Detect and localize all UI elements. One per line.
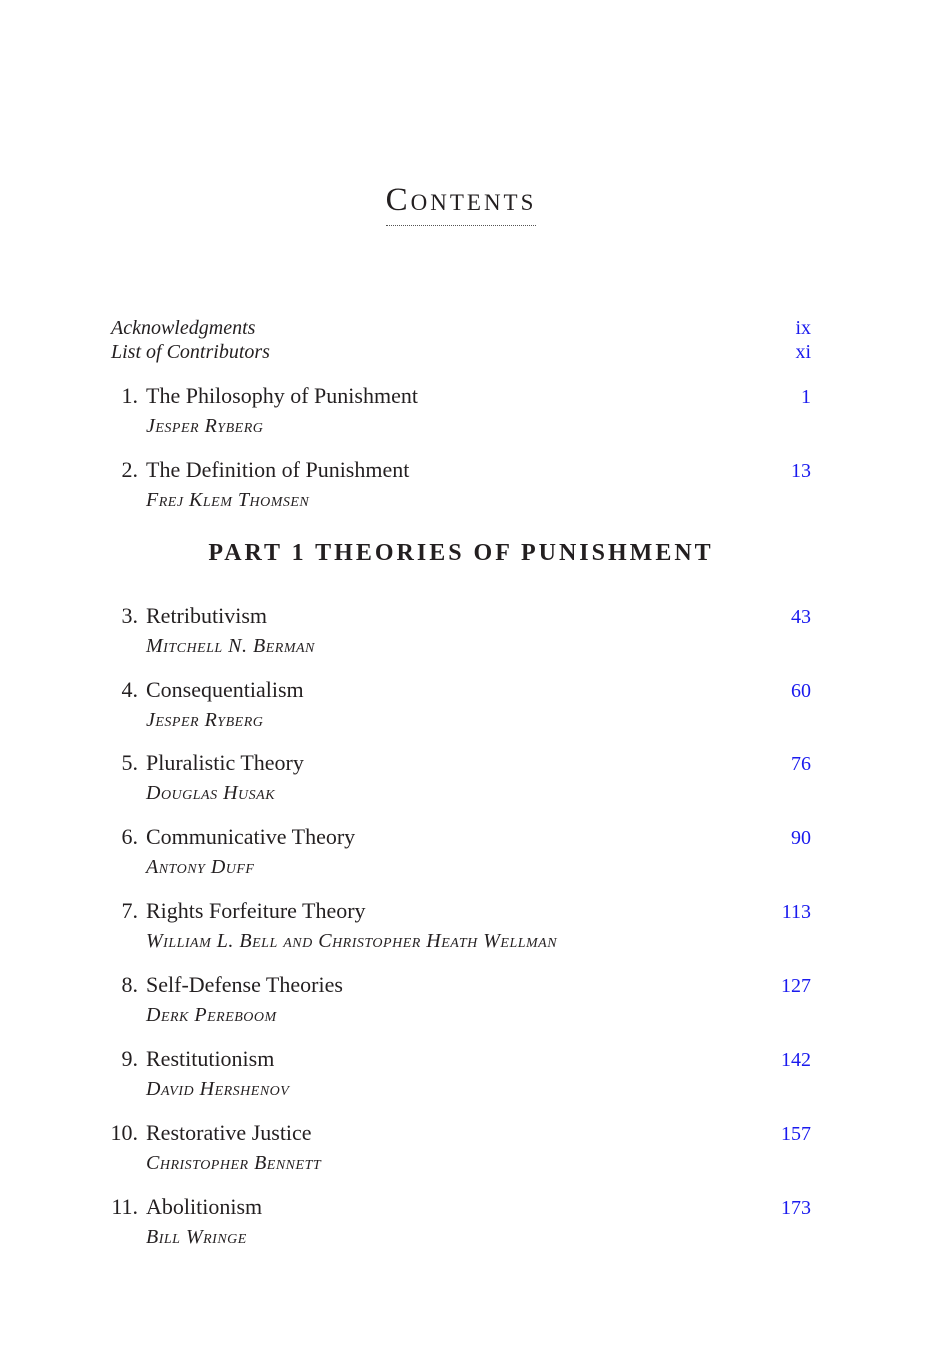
page-title: Contents — [386, 182, 537, 226]
toc-entry[interactable] — [108, 456, 811, 513]
chapter-author: Derk Pereboom — [146, 1004, 277, 1026]
chapter-number: 5. — [121, 750, 138, 775]
toc-entry[interactable] — [108, 749, 811, 806]
part-heading: PART 1 THEORIES OF PUNISHMENT — [208, 540, 714, 566]
chapter-number: 1. — [121, 383, 138, 408]
toc-entry[interactable] — [108, 676, 811, 733]
chapter-author: Douglas Husak — [146, 782, 276, 804]
chapter-number: 7. — [121, 898, 138, 923]
page-link[interactable]: xi — [795, 341, 811, 363]
page-link[interactable]: 113 — [781, 901, 811, 923]
chapter-number: 3. — [121, 603, 138, 628]
page-link[interactable]: 76 — [791, 753, 811, 775]
front-matter — [111, 316, 811, 364]
chapter-title: Retributivism — [146, 603, 267, 628]
toc-entry[interactable] — [108, 823, 811, 880]
page-link[interactable]: 13 — [791, 460, 811, 482]
page-link[interactable]: 1 — [801, 386, 811, 408]
chapter-number: 11. — [111, 1194, 138, 1219]
chapter-title: The Philosophy of Punishment — [146, 383, 418, 408]
chapter-author: Christopher Bennett — [146, 1152, 322, 1174]
chapter-title: Rights Forfeiture Theory — [146, 898, 366, 923]
toc-entry[interactable] — [108, 602, 811, 659]
chapter-author: Jesper Ryberg — [146, 709, 264, 731]
chapter-author: David Hershenov — [146, 1078, 290, 1100]
chapter-title: Communicative Theory — [146, 824, 356, 849]
contents-heading-wrap — [0, 182, 922, 226]
chapter-number: 4. — [121, 677, 138, 702]
front-matter-row[interactable] — [111, 340, 811, 364]
chapter-title: Consequentialism — [146, 677, 304, 702]
chapter-title: Restitutionism — [146, 1046, 275, 1071]
chapter-title: Pluralistic Theory — [146, 750, 304, 775]
front-matter-row[interactable] — [111, 316, 811, 340]
toc-entry[interactable] — [108, 1119, 811, 1176]
chapter-number: 8. — [121, 972, 138, 997]
page-link[interactable]: 90 — [791, 827, 811, 849]
page-link[interactable]: 127 — [781, 975, 811, 997]
chapter-title: Self-Defense Theories — [146, 972, 343, 997]
page-link[interactable]: 43 — [791, 606, 811, 628]
chapter-title: Abolitionism — [146, 1194, 263, 1219]
toc-entry[interactable] — [108, 971, 811, 1028]
page-link[interactable]: ix — [795, 317, 811, 339]
chapter-title: The Definition of Punishment — [146, 457, 410, 482]
front-matter-label: List of Contributors — [111, 341, 270, 363]
page-link[interactable]: 60 — [791, 680, 811, 702]
chapter-number: 2. — [121, 457, 138, 482]
chapter-author: William L. Bell and Christopher Heath Wellman — [146, 930, 558, 952]
page-link[interactable]: 173 — [781, 1197, 811, 1219]
toc-entry[interactable] — [108, 1193, 811, 1250]
page-link[interactable]: 157 — [781, 1123, 811, 1145]
chapter-number: 6. — [121, 824, 138, 849]
chapter-author: Frej Klem Thomsen — [146, 489, 310, 511]
page-link[interactable]: 142 — [781, 1049, 811, 1071]
chapter-title: Restorative Justice — [146, 1120, 312, 1145]
toc-entry[interactable] — [108, 1045, 811, 1102]
chapter-author: Jesper Ryberg — [146, 415, 264, 437]
chapter-author: Mitchell N. Berman — [146, 635, 315, 657]
toc-entry[interactable] — [108, 897, 811, 954]
chapter-number: 10. — [110, 1120, 138, 1145]
chapter-number: 9. — [121, 1046, 138, 1071]
chapter-author: Antony Duff — [146, 856, 255, 878]
chapter-author: Bill Wringe — [146, 1226, 247, 1248]
toc-entry[interactable] — [108, 382, 811, 439]
front-matter-label: Acknowledgments — [111, 317, 256, 339]
